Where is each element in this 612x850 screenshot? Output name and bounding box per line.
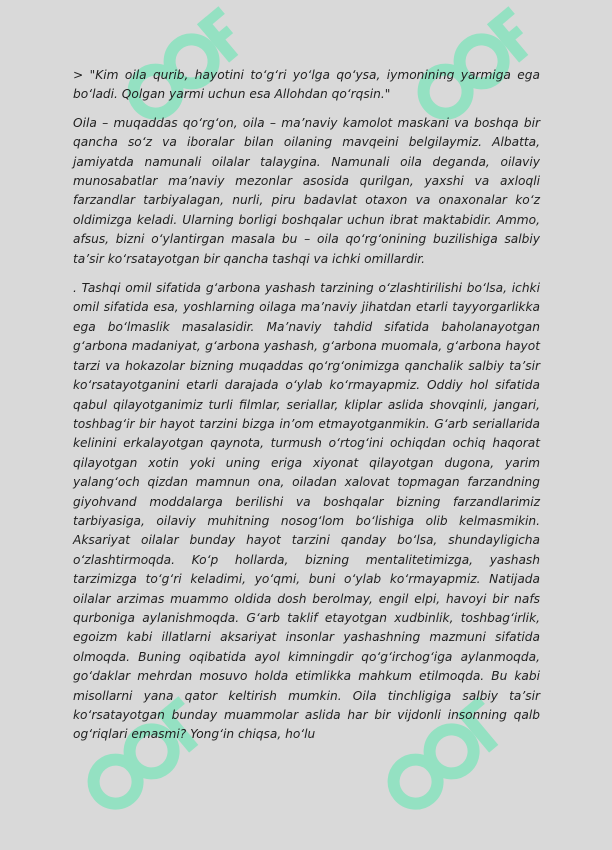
paragraph-external-factors: . Tashqi omil sifatida g‘arbona yashash tarzining o‘zlashtirilishi bo‘lsa, ichki omil sifatida esa, yoshlarning oilaga ma’naviy jihatdan etarli tayyorgarlikka ega bo‘lmaslik masalasidir. Ma’naviy tahdid sifatida baholanayotgan g‘arbona madaniyat, g‘arbona yashash, g‘arbona muomala, g‘arbona hayot tarzi va hokazolar bizning muqaddas qo‘rg‘onimizga qanchalik salbiy ta’sir ko‘rsatayotganini etarli darajada o‘ylab ko‘rmayapmiz. Oddiy hol sifatida qabul qilayotganimiz turli filmlar, seriallar, kliplar aslida shovqinli, jangari, toshbag‘ir bir hayot tarzini bizga in’om etmayotganmikin. G‘arb seriallarida kelinini erkalayotgan qaynota, turmush o‘rtog‘ini ochiqdan ochiq haqorat qilayotgan xotin yoki uning eriga xiyonat qilayotgan dugona, yarim yalang‘och qizdan mamnun ona, oiladan xalovat topmagan farzandning giyohvand moddalarga berilishi va boshqalar bizning farzandlarimiz tarbiyasiga, oilaviy muhitning nosog‘lom bo‘lishiga olib kelmasmikin. Aksariyat oilalar bunday hayot tarzini qanday bo‘lsa, shundayligicha o‘zlashtirmoqda. Ko‘p hollarda, bizning mentalitetimizga, yashash tarzimizga to‘g‘ri keladimi, yo‘qmi, buni o‘ylab ko‘rmayapmiz. Natijada oilalar arzimas muammo oldida dosh berolmay, engil elpi, havoyi bir nafs qurboniga aylanishmoqda. G‘arb taklif etayotgan xudbinlik, toshbag‘irlik, egoizm kabi illatlarni aksariyat insonlar yashashning mazmuni sifatida olmoqda. Buning oqibatida ayol kimningdir qo‘g‘irchog‘iga aylanmoqda, go‘daklar mehrdan mosuvo holda etimlikka mahkum etilmoqda. Bu kabi misollarni yana qator keltirish mumkin. Oila tinchligiga salbiy ta’sir ko‘rsatayotgan bunday muammolar aslida har bir vijdonli insonning qalb og‘riqlari emasmi? Yong‘in chiqsa, ho‘lu: [73, 281, 540, 742]
document-page: [73, 66, 540, 755]
opening-quote: > "Kim oila qurib, hayotini to‘g‘ri yo‘lga qo‘ysa, iymonining yarmiga ega bo‘ladi. Qolgan yarmi uchun esa Allohdan qo‘rqsin.": [73, 68, 540, 102]
paragraph-introduction: Oila – muqaddas qo‘rg‘on, oila – ma’naviy kamolot maskani va boshqa bir qancha so‘z va iboralar bilan oilaning mavqeini belgilaymiz. Albatta, jamiyatda namunali oilalar talaygina. Namunali oila deganda, oilaviy munosabatlar ma’naviy mezonlar asosida qurilgan, yaxshi va axloqli farzandlar tarbiyalagan, nurli, piru badavlat otaxon va onaxonalar ko‘z oldimizga keladi. Ularning borligi boshqalar uchun ibrat maktabidir. Ammo, afsus, bizni o‘ylantirgan masala bu – oila qo‘rg‘onining buzilishiga salbiy ta’sir ko‘rsatayotgan bir qancha tashqi va ichki omillardir.: [73, 115, 540, 266]
